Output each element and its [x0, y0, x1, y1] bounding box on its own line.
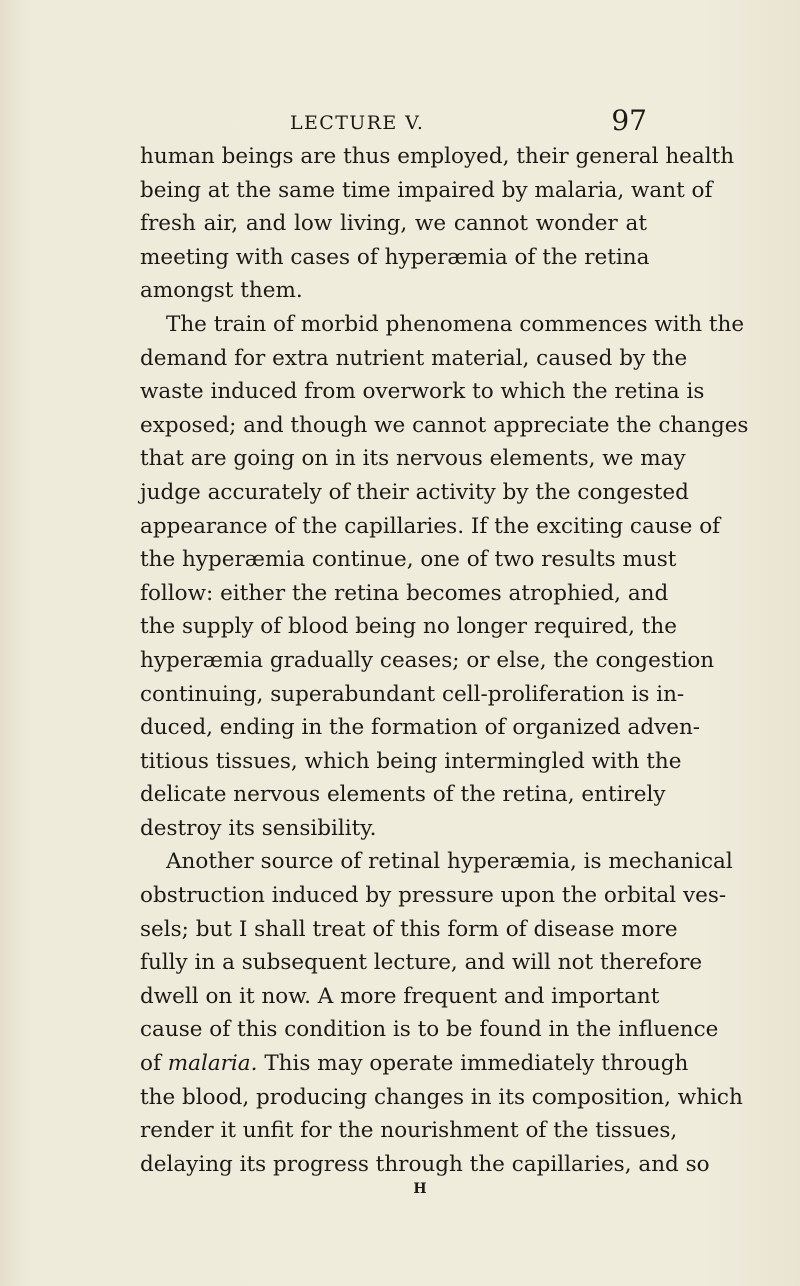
text-line: cause of this condition is to be found in the influence	[140, 1017, 719, 1043]
text-line: amongst them.	[140, 278, 303, 304]
text-line: judge accurately of their activity by the congested	[140, 479, 689, 505]
text-line: hyperæmia gradually ceases; or else, the congestion	[140, 647, 715, 673]
signature-mark: H	[413, 1181, 427, 1197]
text-line: fully in a subsequent lecture, and will not therefore	[140, 950, 703, 976]
text-line: Another source of retinal hyperæmia, is mechanical	[166, 849, 733, 875]
text-line: delicate nervous elements of the retina, entirely	[140, 782, 666, 808]
text-line: fresh air, and low living, we cannot wonder at	[140, 211, 647, 237]
text-line: exposed; and though we cannot appreciate the changes	[140, 412, 749, 438]
text-line: human beings are thus employed, their general health	[140, 144, 735, 169]
running-head: LECTURE V.	[290, 112, 425, 134]
text-line: dwell on it now. A more frequent and important	[140, 983, 660, 1009]
text-line: meeting with cases of hyperæmia of the retina	[140, 244, 650, 270]
body-text	[140, 140, 749, 1197]
text-line: continuing, superabundant cell-proliferation is in-	[140, 681, 685, 707]
text-line: the blood, producing changes in its composition, which	[140, 1084, 743, 1110]
text-line: waste induced from overwork to which the retina is	[140, 379, 705, 405]
text-line: The train of morbid phenomena commences with the	[166, 311, 745, 337]
text-line: obstruction induced by pressure upon the orbital ves-	[140, 883, 727, 909]
text-line: sels; but I shall treat of this form of disease more	[140, 916, 678, 942]
text-line: duced, ending in the formation of organized adven-	[140, 715, 701, 741]
text-line: render it unfit for the nourishment of the tissues,	[140, 1118, 678, 1144]
text-line: the supply of blood being no longer required, the	[140, 614, 677, 640]
signature-mark-row	[0, 1178, 800, 1197]
italic-term: malaria.	[167, 1051, 258, 1077]
text-line: the hyperæmia continue, one of two results must	[140, 547, 677, 573]
page-header	[290, 104, 647, 138]
text-line: demand for extra nutrient material, caused by the	[140, 345, 688, 371]
text-line: delaying its progress through the capillaries, and so	[140, 1151, 710, 1177]
text-line: titious tissues, which being intermingled with the	[140, 748, 682, 774]
text-line: follow: either the retina becomes atrophied, and	[140, 580, 669, 606]
page-number: 97	[611, 104, 647, 137]
text-segment: This may operate immediately through	[264, 1051, 689, 1077]
text-line-malaria	[140, 1047, 689, 1081]
text-line: that are going on in its nervous elements, we may	[140, 446, 686, 472]
text-segment: of	[140, 1051, 161, 1077]
text-line: appearance of the capillaries. If the exciting cause of	[140, 513, 721, 539]
text-line: being at the same time impaired by malaria, want of	[140, 177, 713, 203]
text-line: destroy its sensibility.	[140, 815, 377, 841]
